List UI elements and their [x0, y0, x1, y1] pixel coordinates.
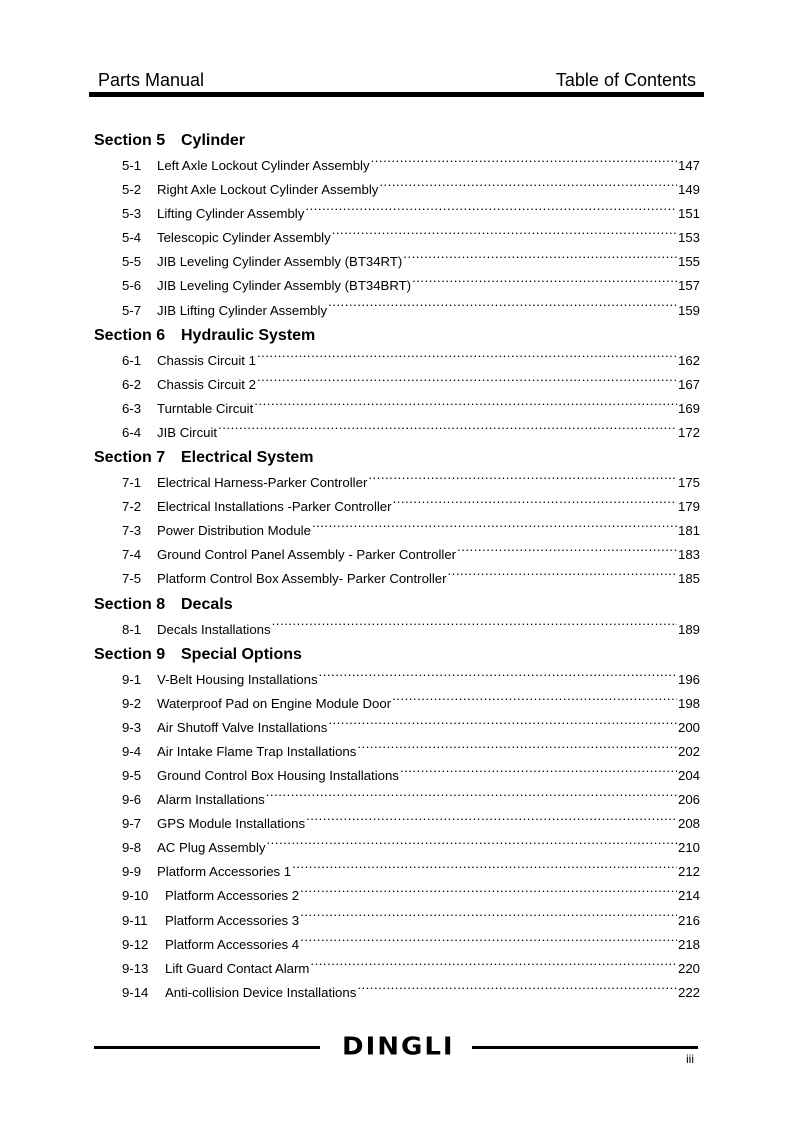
- entry-page-number: 216: [677, 912, 700, 928]
- entry-title: Platform Control Box Assembly- Parker Controller: [157, 571, 447, 587]
- manual-title: Parts Manual: [98, 70, 205, 90]
- entry-code: 9-8: [122, 840, 142, 856]
- toc-entry[interactable]: [94, 740, 700, 764]
- entry-title: JIB Circuit: [157, 424, 218, 440]
- entry-title: Waterproof Pad on Engine Module Door: [157, 695, 392, 711]
- toc-entry[interactable]: [94, 299, 700, 323]
- entry-page-number: 218: [677, 936, 700, 952]
- toc-entry[interactable]: [94, 957, 700, 981]
- dot-leader: [300, 886, 677, 900]
- entry-code: 7-5: [122, 571, 142, 587]
- entry-title: JIB Lifting Cylinder Assembly: [157, 302, 328, 318]
- toc-entry[interactable]: [94, 884, 700, 908]
- dot-leader: [357, 983, 677, 997]
- entry-code: 7-1: [122, 475, 142, 491]
- header-divider: [89, 92, 704, 97]
- dot-leader: [392, 694, 677, 708]
- toc-entry[interactable]: [94, 373, 700, 397]
- entry-title: JIB Leveling Cylinder Assembly (BT34RT): [157, 254, 403, 270]
- entry-title: Right Axle Lockout Cylinder Assembly: [157, 182, 379, 198]
- entry-code: 6-2: [122, 376, 142, 392]
- toc-entry[interactable]: [94, 836, 700, 860]
- entry-code: 9-6: [122, 792, 142, 808]
- dot-leader: [300, 911, 677, 925]
- entry-title: Platform Accessories 1: [157, 864, 292, 880]
- toc-entry[interactable]: [94, 788, 700, 812]
- entry-code: 8-1: [122, 621, 142, 637]
- dot-leader: [393, 497, 677, 511]
- toc-entry[interactable]: [94, 567, 700, 591]
- entry-title: Alarm Installations: [157, 792, 265, 808]
- entry-page-number: 200: [677, 719, 700, 735]
- page-footer: [94, 1030, 704, 1070]
- entry-page-number: 147: [677, 158, 700, 173]
- entry-code: 9-9: [122, 864, 142, 880]
- toc-entry[interactable]: [94, 421, 700, 445]
- toc-entry[interactable]: [94, 349, 700, 373]
- entry-page-number: 210: [677, 840, 700, 856]
- toc-entry[interactable]: [94, 154, 700, 178]
- entry-page-number: 222: [677, 984, 700, 1000]
- toc-entry[interactable]: [94, 178, 700, 202]
- dot-leader: [328, 718, 677, 732]
- dot-leader: [306, 814, 677, 828]
- entry-title: JIB Leveling Cylinder Assembly (BT34BRT): [157, 278, 412, 294]
- dot-leader: [379, 180, 677, 194]
- entry-code: 5-3: [122, 206, 142, 222]
- footer-divider-right: [472, 1046, 698, 1049]
- section-number: Section 7: [94, 449, 166, 467]
- dot-leader: [292, 862, 677, 876]
- entry-title: Anti-collision Device Installations: [165, 984, 357, 1000]
- entry-page-number: 169: [677, 400, 700, 416]
- entry-title: Air Shutoff Valve Installations: [157, 719, 328, 735]
- entry-page-number: 181: [677, 523, 700, 539]
- entry-title: Electrical Harness-Parker Controller: [157, 475, 368, 491]
- entry-code: 9-4: [122, 743, 142, 759]
- entry-code: 5-6: [122, 278, 142, 294]
- table-of-contents: [94, 128, 700, 1005]
- dot-leader: [400, 766, 677, 780]
- entry-title: Power Distribution Module: [157, 523, 311, 539]
- dot-leader: [218, 423, 677, 437]
- section-title: Cylinder: [181, 132, 246, 149]
- section-title: Special Options: [181, 645, 302, 663]
- toc-entry[interactable]: [94, 618, 700, 642]
- entry-code: 5-2: [122, 182, 142, 198]
- toc-entry[interactable]: [94, 909, 700, 933]
- entry-page-number: 159: [677, 302, 700, 318]
- entry-title: Turntable Circuit: [157, 400, 254, 416]
- entry-page-number: 196: [677, 671, 700, 687]
- entry-page-number: 157: [677, 278, 700, 294]
- entry-page-number: 204: [677, 767, 700, 783]
- dot-leader: [328, 301, 677, 315]
- entry-page-number: 172: [677, 424, 700, 440]
- dot-leader: [257, 375, 677, 389]
- entry-page-number: 151: [677, 206, 700, 222]
- entry-page-number: 206: [677, 792, 700, 808]
- entry-code: 9-2: [122, 695, 142, 711]
- section-heading: [94, 323, 700, 349]
- entry-code: 9-5: [122, 767, 142, 783]
- entry-title: Air Intake Flame Trap Installations: [157, 743, 357, 759]
- entry-page-number: 179: [677, 499, 700, 515]
- entry-code: 9-13: [122, 960, 149, 976]
- entry-title: Ground Control Panel Assembly - Parker Controller: [157, 547, 457, 563]
- entry-title: Platform Accessories 4: [165, 936, 300, 952]
- entry-code: 9-1: [122, 671, 142, 687]
- entry-page-number: 220: [677, 960, 700, 976]
- toc-entry[interactable]: [94, 250, 700, 274]
- footer-divider-left: [94, 1046, 320, 1049]
- section-number: Section 6: [94, 326, 166, 344]
- entry-page-number: 212: [677, 864, 700, 880]
- entry-title: Ground Control Box Housing Installations: [157, 767, 399, 783]
- entry-title: Lifting Cylinder Assembly: [157, 206, 305, 222]
- entry-code: 9-14: [122, 984, 149, 1000]
- dot-leader: [412, 276, 677, 290]
- toc-entry[interactable]: [94, 519, 700, 543]
- dot-leader: [368, 473, 677, 487]
- toc-entry[interactable]: [94, 812, 700, 836]
- entry-code: 6-1: [122, 352, 142, 368]
- entry-title: Electrical Installations -Parker Controller: [157, 499, 392, 515]
- dot-leader: [300, 935, 677, 949]
- dingli-logo: DINGLI: [342, 1032, 455, 1062]
- toc-entry[interactable]: [94, 495, 700, 519]
- entry-title: Platform Accessories 3: [165, 912, 300, 928]
- dot-leader: [319, 670, 677, 684]
- dot-leader: [332, 228, 677, 242]
- entry-code: 9-11: [122, 912, 148, 928]
- entry-page-number: 183: [677, 547, 700, 563]
- section-heading: [94, 642, 700, 668]
- dot-leader: [257, 351, 677, 365]
- dot-leader: [310, 959, 677, 973]
- toc-entry[interactable]: [94, 860, 700, 884]
- section-number: Section 8: [94, 595, 166, 613]
- dot-leader: [266, 790, 677, 804]
- dot-leader: [272, 620, 677, 634]
- entry-code: 9-3: [122, 719, 142, 735]
- entry-title: Platform Accessories 2: [165, 888, 300, 904]
- entry-code: 6-3: [122, 400, 142, 416]
- entry-page-number: 198: [677, 695, 700, 711]
- section-heading: [94, 592, 700, 618]
- toc-entry[interactable]: [94, 981, 700, 1005]
- entry-page-number: 208: [677, 816, 700, 832]
- toc-entry[interactable]: [94, 202, 700, 226]
- toc-entry[interactable]: [94, 226, 700, 250]
- entry-page-number: 155: [677, 254, 700, 270]
- entry-title: Telescopic Cylinder Assembly: [157, 230, 331, 246]
- section-heading: [94, 128, 700, 154]
- entry-page-number: 214: [677, 888, 700, 904]
- dot-leader: [312, 521, 677, 535]
- entry-code: 7-4: [122, 547, 142, 563]
- dot-leader: [457, 545, 677, 559]
- entry-title: Lift Guard Contact Alarm: [165, 960, 310, 976]
- dot-leader: [305, 204, 677, 218]
- entry-title: Decals Installations: [157, 621, 271, 637]
- page-heading: Table of Contents: [555, 70, 696, 90]
- dot-leader: [254, 399, 677, 413]
- entry-title: Left Axle Lockout Cylinder Assembly: [157, 158, 370, 173]
- entry-title: Chassis Circuit 1: [157, 352, 256, 368]
- section-heading: [94, 445, 700, 471]
- toc-entry[interactable]: [94, 692, 700, 716]
- section-title: Hydraulic System: [181, 326, 316, 344]
- dot-leader: [403, 252, 677, 266]
- entry-code: 9-7: [122, 816, 142, 832]
- section-number: Section 5: [94, 132, 166, 149]
- toc-entry[interactable]: [94, 668, 700, 692]
- entry-code: 9-10: [122, 888, 149, 904]
- entry-title: AC Plug Assembly: [157, 840, 266, 856]
- section-number: Section 9: [94, 645, 166, 663]
- section-title: Electrical System: [181, 449, 314, 467]
- toc-entry[interactable]: [94, 471, 700, 495]
- toc-entry[interactable]: [94, 543, 700, 567]
- entry-code: 5-5: [122, 254, 142, 270]
- dot-leader: [357, 742, 677, 756]
- entry-title: GPS Module Installations: [157, 816, 306, 832]
- entry-code: 7-2: [122, 499, 142, 515]
- entry-title: V-Belt Housing Installations: [157, 671, 318, 687]
- entry-page-number: 149: [677, 182, 700, 198]
- entry-code: 5-1: [122, 158, 142, 173]
- dot-leader: [448, 569, 677, 583]
- entry-page-number: 175: [677, 475, 700, 491]
- entry-page-number: 189: [677, 621, 700, 637]
- toc-entry[interactable]: [94, 397, 700, 421]
- entry-code: 9-12: [122, 936, 149, 952]
- page-header: [94, 68, 704, 92]
- section-title: Decals: [181, 595, 233, 613]
- dot-leader: [371, 156, 677, 170]
- entry-code: 6-4: [122, 424, 142, 440]
- page-number: iii: [686, 1052, 694, 1066]
- entry-page-number: 202: [677, 743, 700, 759]
- entry-page-number: 162: [677, 352, 700, 368]
- toc-entry[interactable]: [94, 764, 700, 788]
- toc-entry[interactable]: [94, 933, 700, 957]
- entry-code: 7-3: [122, 523, 142, 539]
- entry-code: 5-4: [122, 230, 142, 246]
- entry-page-number: 167: [677, 376, 700, 392]
- entry-page-number: 185: [677, 571, 700, 587]
- entry-page-number: 153: [677, 230, 700, 246]
- entry-code: 5-7: [122, 302, 142, 318]
- dot-leader: [266, 838, 677, 852]
- toc-entry[interactable]: [94, 716, 700, 740]
- toc-entry[interactable]: [94, 274, 700, 298]
- entry-title: Chassis Circuit 2: [157, 376, 256, 392]
